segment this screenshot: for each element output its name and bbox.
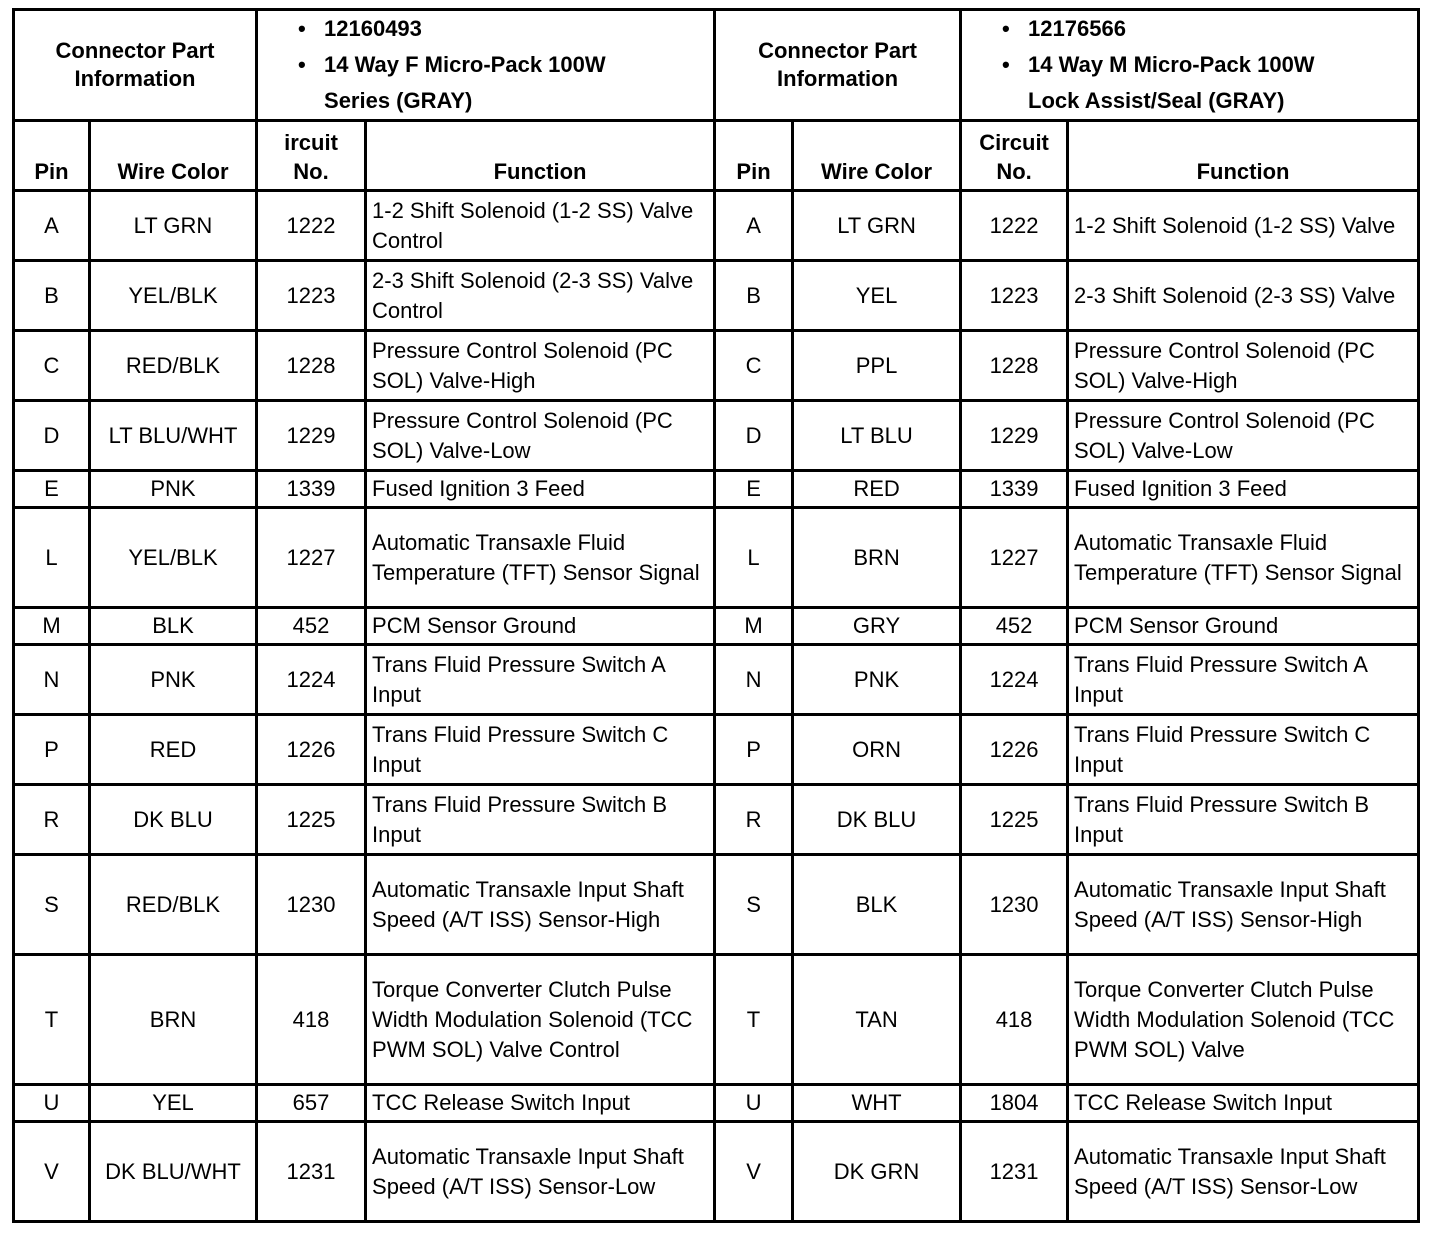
left-pin-cell: D [14, 401, 90, 471]
connector-pinout-table [12, 8, 1420, 1223]
right-description-line [1002, 47, 1411, 83]
right-circuit-cell: 452 [961, 608, 1068, 645]
table-row [14, 855, 1419, 955]
right-function-cell: TCC Release Switch Input [1068, 1085, 1419, 1122]
right-circuit-cell: 1225 [961, 785, 1068, 855]
left-wire-color-cell: YEL [90, 1085, 257, 1122]
left-pin-header: Pin [14, 121, 90, 191]
left-description-line2: Series (GRAY) [324, 88, 473, 113]
right-description-line2: Lock Assist/Seal (GRAY) [1028, 88, 1285, 113]
table-row [14, 191, 1419, 261]
right-wire-color-cell: WHT [793, 1085, 961, 1122]
right-function-cell: Trans Fluid Pressure Switch B Input [1068, 785, 1419, 855]
left-pin-cell: E [14, 471, 90, 508]
left-function-cell: PCM Sensor Ground [366, 608, 715, 645]
left-pin-cell: P [14, 715, 90, 785]
right-connector-info-label: Connector Part Information [715, 10, 961, 121]
right-pin-cell: U [715, 1085, 793, 1122]
left-pin-cell: M [14, 608, 90, 645]
right-circuit-cell: 1224 [961, 645, 1068, 715]
right-pin-cell: R [715, 785, 793, 855]
right-pin-header: Pin [715, 121, 793, 191]
right-circuit-cell: 1222 [961, 191, 1068, 261]
right-function-cell: Automatic Transaxle Input Shaft Speed (A/T ISS) Sensor-High [1068, 855, 1419, 955]
right-circuit-cell: 418 [961, 955, 1068, 1085]
left-circuit-cell: 1229 [257, 401, 366, 471]
right-pin-cell: S [715, 855, 793, 955]
right-function-cell: PCM Sensor Ground [1068, 608, 1419, 645]
table-row [14, 645, 1419, 715]
left-wire-color-cell: PNK [90, 645, 257, 715]
left-wire-color-cell: DK BLU [90, 785, 257, 855]
right-circuit-cell: 1229 [961, 401, 1068, 471]
right-pin-cell: T [715, 955, 793, 1085]
left-wire-color-cell: BLK [90, 608, 257, 645]
right-function-cell: Pressure Control Solenoid (PC SOL) Valve-High [1068, 331, 1419, 401]
table-row [14, 955, 1419, 1085]
left-circuit-cell: 418 [257, 955, 366, 1085]
right-wire-color-cell: TAN [793, 955, 961, 1085]
bullet-icon: • [1002, 16, 1010, 41]
right-pin-cell: C [715, 331, 793, 401]
right-pin-cell: E [715, 471, 793, 508]
bullet-icon: • [1002, 52, 1010, 77]
left-circuit-cell: 452 [257, 608, 366, 645]
left-pin-cell: S [14, 855, 90, 955]
right-function-cell: Automatic Transaxle Input Shaft Speed (A/T ISS) Sensor-Low [1068, 1122, 1419, 1222]
left-description-line [298, 47, 707, 83]
left-circuit-header: ircuit No. [257, 121, 366, 191]
left-function-cell: Pressure Control Solenoid (PC SOL) Valve-High [366, 331, 715, 401]
right-wire-color-cell: ORN [793, 715, 961, 785]
table-row [14, 1122, 1419, 1222]
table-row [14, 608, 1419, 645]
left-wire-color-cell: YEL/BLK [90, 261, 257, 331]
right-circuit-cell: 1223 [961, 261, 1068, 331]
right-circuit-cell: 1339 [961, 471, 1068, 508]
left-wire-color-cell: LT GRN [90, 191, 257, 261]
right-pin-cell: D [715, 401, 793, 471]
left-pin-cell: B [14, 261, 90, 331]
left-function-cell: Pressure Control Solenoid (PC SOL) Valve-Low [366, 401, 715, 471]
table-row [14, 715, 1419, 785]
right-wire-color-cell: DK BLU [793, 785, 961, 855]
right-function-header: Function [1068, 121, 1419, 191]
right-wire-color-cell: BRN [793, 508, 961, 608]
right-wire-color-cell: BLK [793, 855, 961, 955]
column-header-row [14, 121, 1419, 191]
right-function-cell: Fused Ignition 3 Feed [1068, 471, 1419, 508]
right-circuit-cell: 1230 [961, 855, 1068, 955]
left-pin-cell: A [14, 191, 90, 261]
table-row [14, 1085, 1419, 1122]
right-wire-color-header: Wire Color [793, 121, 961, 191]
right-wire-color-cell: PNK [793, 645, 961, 715]
left-function-cell: TCC Release Switch Input [366, 1085, 715, 1122]
right-circuit-cell: 1228 [961, 331, 1068, 401]
left-circuit-cell: 1339 [257, 471, 366, 508]
left-wire-color-cell: YEL/BLK [90, 508, 257, 608]
right-function-cell: 2-3 Shift Solenoid (2-3 SS) Valve [1068, 261, 1419, 331]
right-pin-cell: N [715, 645, 793, 715]
right-wire-color-cell: GRY [793, 608, 961, 645]
left-part-number-line [298, 11, 707, 47]
right-function-cell: Torque Converter Clutch Pulse Width Modulation Solenoid (TCC PWM SOL) Valve [1068, 955, 1419, 1085]
right-function-cell: Trans Fluid Pressure Switch C Input [1068, 715, 1419, 785]
left-function-cell: Trans Fluid Pressure Switch C Input [366, 715, 715, 785]
right-circuit-cell: 1804 [961, 1085, 1068, 1122]
right-wire-color-cell: LT BLU [793, 401, 961, 471]
left-circuit-cell: 1222 [257, 191, 366, 261]
left-wire-color-cell: DK BLU/WHT [90, 1122, 257, 1222]
left-circuit-cell: 657 [257, 1085, 366, 1122]
left-function-cell: 2-3 Shift Solenoid (2-3 SS) Valve Control [366, 261, 715, 331]
left-function-cell: Fused Ignition 3 Feed [366, 471, 715, 508]
table-row [14, 785, 1419, 855]
left-pin-cell: U [14, 1085, 90, 1122]
left-wire-color-cell: RED [90, 715, 257, 785]
bullet-icon: • [298, 16, 306, 41]
left-wire-color-cell: LT BLU/WHT [90, 401, 257, 471]
left-circuit-cell: 1230 [257, 855, 366, 955]
right-pin-cell: M [715, 608, 793, 645]
right-pin-cell: A [715, 191, 793, 261]
left-part-number: 12160493 [324, 16, 422, 41]
left-wire-color-header: Wire Color [90, 121, 257, 191]
right-part-number-line [1002, 11, 1411, 47]
right-function-cell: Pressure Control Solenoid (PC SOL) Valve-Low [1068, 401, 1419, 471]
left-wire-color-cell: RED/BLK [90, 855, 257, 955]
table-row [14, 508, 1419, 608]
left-circuit-cell: 1224 [257, 645, 366, 715]
bullet-icon: • [298, 52, 306, 77]
left-wire-color-cell: PNK [90, 471, 257, 508]
right-wire-color-cell: PPL [793, 331, 961, 401]
right-part-number: 12176566 [1028, 16, 1126, 41]
left-function-header: Function [366, 121, 715, 191]
left-pin-cell: L [14, 508, 90, 608]
left-circuit-cell: 1228 [257, 331, 366, 401]
right-circuit-cell: 1231 [961, 1122, 1068, 1222]
left-function-cell: Torque Converter Clutch Pulse Width Modulation Solenoid (TCC PWM SOL) Valve Control [366, 955, 715, 1085]
left-connector-description [257, 10, 715, 121]
left-wire-color-cell: RED/BLK [90, 331, 257, 401]
left-pin-cell: T [14, 955, 90, 1085]
right-circuit-cell: 1226 [961, 715, 1068, 785]
right-pin-cell: P [715, 715, 793, 785]
left-function-cell: 1-2 Shift Solenoid (1-2 SS) Valve Control [366, 191, 715, 261]
right-wire-color-cell: YEL [793, 261, 961, 331]
right-pin-cell: B [715, 261, 793, 331]
right-connector-description [961, 10, 1419, 121]
table-row [14, 401, 1419, 471]
left-function-cell: Trans Fluid Pressure Switch B Input [366, 785, 715, 855]
left-function-cell: Automatic Transaxle Input Shaft Speed (A/T ISS) Sensor-Low [366, 1122, 715, 1222]
right-wire-color-cell: LT GRN [793, 191, 961, 261]
left-description-line1: 14 Way F Micro-Pack 100W [324, 52, 606, 77]
left-pin-cell: R [14, 785, 90, 855]
right-function-cell: Automatic Transaxle Fluid Temperature (TFT) Sensor Signal [1068, 508, 1419, 608]
table-row [14, 471, 1419, 508]
right-function-cell: Trans Fluid Pressure Switch A Input [1068, 645, 1419, 715]
table-row [14, 261, 1419, 331]
right-circuit-cell: 1227 [961, 508, 1068, 608]
left-function-cell: Automatic Transaxle Fluid Temperature (TFT) Sensor Signal [366, 508, 715, 608]
right-circuit-header: Circuit No. [961, 121, 1068, 191]
left-circuit-cell: 1225 [257, 785, 366, 855]
left-wire-color-cell: BRN [90, 955, 257, 1085]
left-pin-cell: V [14, 1122, 90, 1222]
left-circuit-cell: 1226 [257, 715, 366, 785]
left-circuit-cell: 1227 [257, 508, 366, 608]
left-function-cell: Trans Fluid Pressure Switch A Input [366, 645, 715, 715]
right-pin-cell: V [715, 1122, 793, 1222]
right-description-line1: 14 Way M Micro-Pack 100W [1028, 52, 1315, 77]
left-pin-cell: N [14, 645, 90, 715]
table-row [14, 331, 1419, 401]
right-wire-color-cell: RED [793, 471, 961, 508]
left-circuit-cell: 1231 [257, 1122, 366, 1222]
connector-info-row [14, 10, 1419, 121]
right-pin-cell: L [715, 508, 793, 608]
left-function-cell: Automatic Transaxle Input Shaft Speed (A/T ISS) Sensor-High [366, 855, 715, 955]
left-pin-cell: C [14, 331, 90, 401]
left-connector-info-label: Connector Part Information [14, 10, 257, 121]
right-function-cell: 1-2 Shift Solenoid (1-2 SS) Valve [1068, 191, 1419, 261]
right-wire-color-cell: DK GRN [793, 1122, 961, 1222]
left-circuit-cell: 1223 [257, 261, 366, 331]
